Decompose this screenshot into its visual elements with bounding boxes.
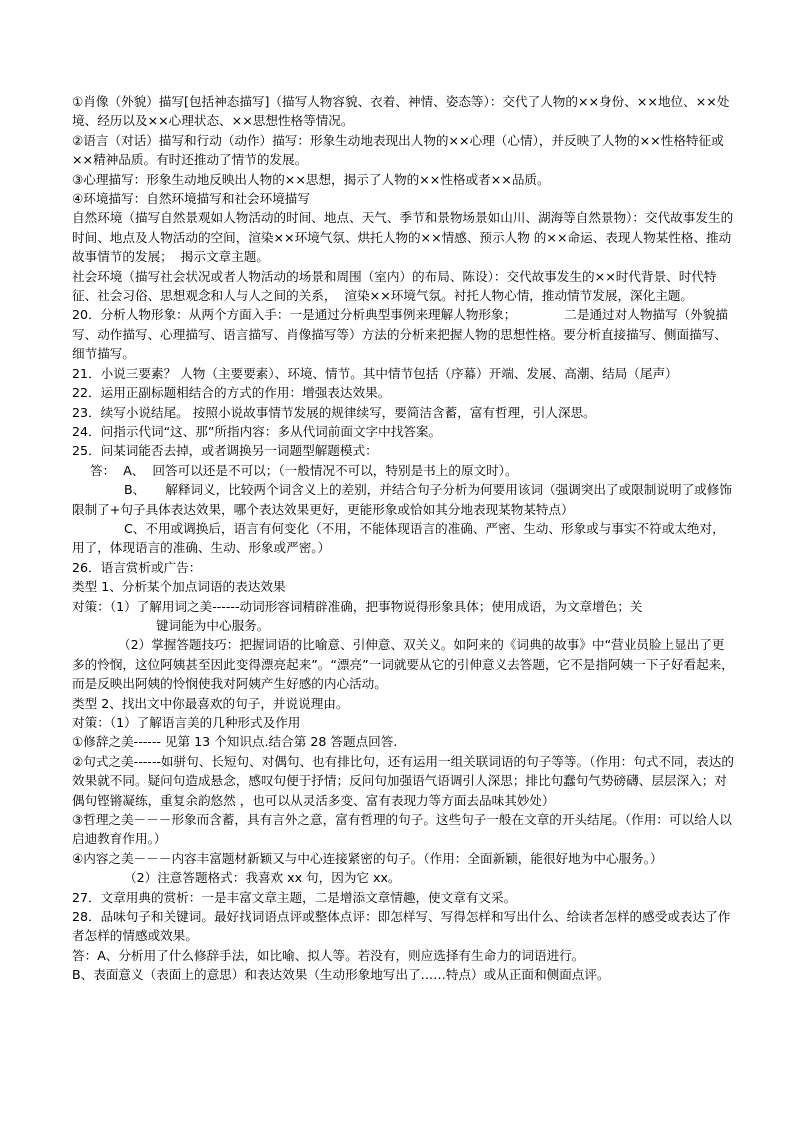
text-line-strategy-type-2: 对策：（1）了解语言美的几种形式及作用: [72, 715, 301, 730]
text-line-answer-b: B、 解释词义，比较两个词含义上的差别，并结合句子分析为何要用该词（强调突出了或限制说明了或修饰限制了+句子具体表达效果，哪个表达效果更好，更能形象或恰如其分地表现某物某特点）: [72, 482, 732, 517]
text-line-item-24: 24．问指示代词“这、那”所指内容：多从代词前面文字中找答案。: [72, 423, 442, 439]
text-line-language-action: ②语言（对话）描写和行动（动作）描写：形象生动地表现出人物的××心理（心情），并反映了人物的××性格特征或××精神品质。有时还推动了情节的发展。: [72, 132, 724, 168]
text-line-environment: ④环境描写：自然环境描写和社会环境描写: [72, 191, 310, 207]
document-page: [72, 92, 734, 985]
text-line-sentence-form: ②句式之美------如骈句、长短句、对偶句、也有排比句，还有运用一组关联词语的句子等等。（作用：句式不同，表达的效果就不同。疑问句造成悬念，感叹句便于抒情；反问句加强语气语调引人深思；排比句蠢句气势磅礴、层层深入；对偶句铿锵凝练，重复余韵悠然 ，也可以从灵活多变、富有表现力等方面去品味其妙处）: [72, 753, 734, 808]
text-line-type-2: 类型 2、找出文中你最喜欢的句子，并说说理由。: [72, 695, 349, 711]
text-line-psychology: ③心理描写：形象生动地反映出人物的××思想，揭示了人物的××性格或者××品质。: [72, 171, 550, 187]
text-line-item-22: 22．运用正副标题相结合的方式的作用：增强表达效果。: [72, 385, 391, 401]
text-line-content: ④内容之美－－－内容丰富题材新颖又与中心连接紧密的句子。（作用：全面新颖，能很好地为中心服务。）: [72, 850, 663, 866]
text-line-answer-format: （2）注意答题格式：我喜欢 xx 句，因为它 xx。: [124, 870, 401, 886]
text-line-rhetoric: ①修辞之美------ 见第 13 个知识点.结合第 28 答题点回答.: [72, 734, 398, 750]
text-line-item-20: 20．分析人物形象：从两个方面入手：一是通过分析典型事例来理解人物形象； 二是通过对人物描写（外貌描写、动作描写、心理描写、语言描写、肖像描写等）方法的分析来把握人物的思想性格。要分析直接描写、侧面描写、细节描写。: [72, 307, 728, 362]
text-line-item-25: 25．问某词能否去掉，或者调换另一词题型解题模式：: [72, 443, 378, 459]
text-line-item-23: 23．续写小说结尾。 按照小说故事情节发展的规律续写，要简洁含蓄，富有哲理，引人深思。: [72, 404, 596, 420]
text-line-strategy-1-cont: 键词能为中心服务。: [156, 617, 270, 633]
text-line-item-26: 26．语言赏析或广告：: [72, 559, 202, 575]
text-line-answer-c: C、不用或调换后，语言有何变化（不用，不能体现语言的准确、严密、生动、形象或与事实不符或太绝对，用了，体现语言的准确、生动、形象或严密。）: [72, 520, 725, 556]
text-line-philosophy: ③哲理之美－－－形象而含蓄，具有言外之意，富有哲理的句子。这些句子一般在文章的开头结尾。（作用：可以给人以启迪教育作用。）: [72, 812, 732, 847]
text-line-answer-28a: 答：A、分析用了什么修辞手法，如比喻、拟人等。若没有，则应选择有生命力的词语进行。: [72, 947, 585, 963]
text-line-answer-28b: B、表面意义（表面上的意思）和表达效果（生动形象地写出了……特点）或从正面和侧面点评。: [72, 967, 610, 983]
text-line-item-28: 28．品味句子和关键词。最好找词语点评或整体点评：即怎样写、写得怎样和写出什么、给读者怎样的感受或表达了作者怎样的情感或效果。: [72, 909, 731, 944]
text-line-natural-environment: 自然环境（描写自然景观如人物活动的时间、地点、天气、季节和景物场景如山川、湖海等自然景物）：交代故事发生的时间、地点及人物活动的空间，渲染××环境气氛、烘托人物的××情感、预示人物 的××命运、表现人物某性格、推动故事情节的发展； 揭示文章主题。: [72, 210, 734, 265]
text-line-social-environment: 社会环境（描写社会状况或者人物活动的场景和周围（室内）的布局、陈设）：交代故事发生的××时代背景、时代特征、社会习俗、思想观念和人与人之间的关系， 渲染××环境气氛。衬托人物心情，推动情节发展，深化主题。: [72, 268, 717, 304]
text-line-item-21: 21．小说三要素？ 人物（主要要素）、环境、情节。其中情节包括（序幕）开端、发展、高潮、结局（尾声）: [72, 365, 678, 381]
text-line-strategy-1: 对策：（1）了解用词之美------动词形容词精辟准确，把事物说得形象具体；使用成语，为文章增色；关: [72, 598, 643, 614]
text-line-strategy-2: （2）掌握答题技巧：把握词语的比喻意、引伸意、双关义。如阿来的《词典的故事》中“营业员脸上显出了更多的怜悯，这位阿姨甚至因此变得漂亮起来”。“漂亮”一词就要从它的引伸意义去答题，它不是指阿姨一下子好看起来，而是反映出阿姨的怜悯使我对阿姨产生好感的内心活动。: [72, 637, 734, 692]
text-line-item-27: 27．文章用典的赏析：一是丰富文章主题，二是增添文章情趣，使文章有文采。: [72, 889, 517, 905]
text-line-portrait: ①肖像（外貌）描写[包括神态描写]（描写人物容貌、衣着、神情、姿态等）：交代了人物的××身份、××地位、××处境、经历以及××心理状态、××思想性格等情况。: [72, 94, 730, 129]
text-line-type-1: 类型 1、分析某个加点词语的表达效果: [72, 579, 286, 595]
text-line-answer-a: 答： A、 回答可以还是不可以；（一般情况不可以，特别是书上的原文时）。: [90, 462, 518, 478]
